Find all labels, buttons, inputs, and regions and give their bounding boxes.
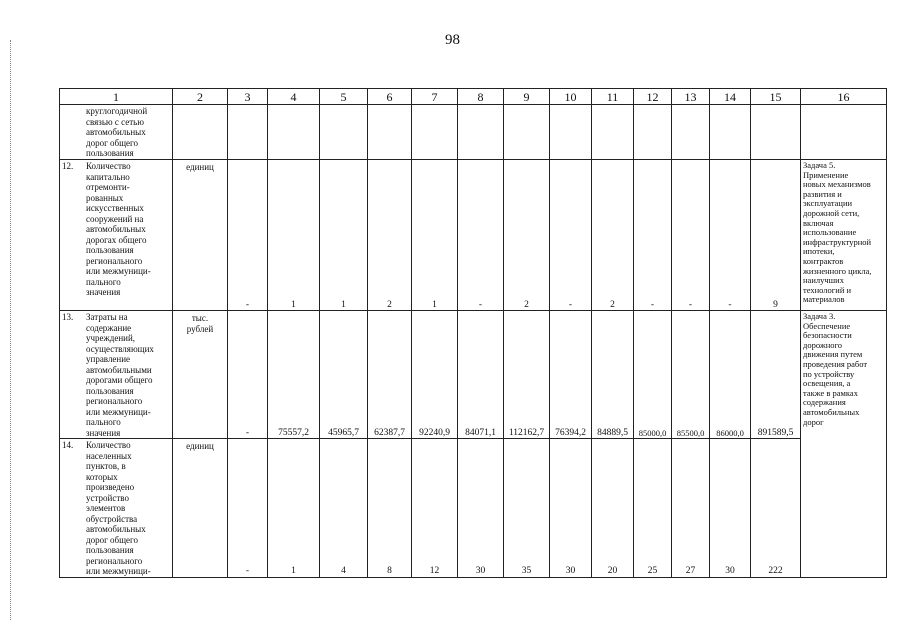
note-line: автомобильных [803,406,860,417]
indicator-line: Количество [86,440,131,450]
value-cell: - [228,160,268,311]
value-cell: - [634,160,672,311]
header-cell: 4 [268,89,320,105]
indicator-line: пользования [86,385,134,396]
indicator-line: отремонти- [86,182,130,192]
header-cell: 6 [368,89,412,105]
table-row-14 [60,439,887,578]
note-line: движения путем [803,349,863,360]
value-cell: 45965,7 [320,311,368,439]
row-number: 12. [62,161,74,171]
value-cell: 2 [368,160,412,311]
value-cell: - [228,311,268,439]
table-row-12 [60,160,887,311]
value-cell: 1 [412,160,458,311]
note-line: Задача 3. [803,311,836,321]
note-line: дорожной сети, [803,207,860,218]
indicator-line: искусственных [86,203,144,213]
indicator-line: пользования [86,245,134,255]
indicator-name-cell [60,439,173,578]
note-line: дорожного [803,339,843,350]
value-cell: 8 [368,439,412,578]
value-cell: 20 [592,439,634,578]
indicator-line: автомобильных [86,127,146,137]
table-row-continuation [60,105,887,160]
indicator-line: осуществляющих [86,343,154,354]
value-cell: 92240,9 [412,311,458,439]
indicator-line: элементов [86,503,126,513]
value-cell: - [228,439,268,578]
indicator-line: обустройства [86,513,138,524]
value-cell: 1 [320,160,368,311]
header-cell: 9 [504,89,550,105]
indicator-line: капитально [86,171,130,182]
header-cell: 2 [173,89,228,105]
value-cell: 30 [458,439,504,578]
task-note-cell [801,160,887,311]
note-line: ипотеки, [803,246,835,257]
header-cell: 16 [801,89,887,105]
indicator-line: связью с сетью [86,116,145,127]
value-cell: 30 [710,439,751,578]
indicator-name-cell [60,311,173,439]
note-line: жизненного цикла, [803,265,872,276]
unit-cell: единиц [173,439,228,578]
value-cell: - [458,160,504,311]
note-line: Обеспечение [803,320,851,331]
header-cell: 7 [412,89,458,105]
indicator-line: произведено [86,482,135,492]
value-cell: 62387,7 [368,311,412,439]
header-cell: 5 [320,89,368,105]
row-number: 14. [62,440,74,450]
note-line: также в рамках [803,387,858,398]
note-line: наилучших [803,275,844,286]
row-number: 13. [62,312,74,322]
value-cell: - [672,160,710,311]
indicator-line: дорог общего [86,137,138,148]
value-cell: 76394,2 [550,311,592,439]
indicator-line: сооружений на [86,213,144,224]
indicator-line: регионального [86,396,143,406]
header-cell: 10 [550,89,592,105]
indicator-line: регионального [86,555,143,566]
note-line: эксплуатации [803,198,853,209]
note-line: содержания [803,397,846,408]
note-line: контрактов [803,255,844,266]
note-line: включая [803,217,834,228]
value-cell: 222 [751,439,801,578]
indicator-line: содержание [86,322,132,333]
value-cell: 112162,7 [504,311,550,439]
note-line: Применение [803,169,849,180]
value-cell: - [710,160,751,311]
indicator-line: устройство [86,492,129,503]
header-cell: 11 [592,89,634,105]
indicator-line: пользования [86,148,134,158]
indicator-line: пального [86,276,121,287]
value-cell: 25 [634,439,672,578]
indicator-line: значения [86,287,121,297]
header-cell: 13 [672,89,710,105]
header-cell: 15 [751,89,801,105]
note-line: безопасности [803,330,852,341]
unit-cell: единиц [173,160,228,311]
header-cell: 1 [60,89,173,105]
indicator-line: дорогах общего [86,234,147,245]
indicator-line: Количество [86,161,131,171]
note-line: новых механизмов [803,179,871,190]
indicator-line: или межмуници- [86,266,151,276]
indicator-line: круглогодичной [86,106,148,116]
indicator-line: или межмуници- [86,406,151,417]
value-cell: 27 [672,439,710,578]
indicator-line: регионального [86,255,143,266]
note-line: проведения работ [803,358,868,369]
note-line: Задача 5. [803,160,836,170]
indicator-line: управление [86,354,131,364]
value-cell: 85500,0 [672,311,710,439]
indicator-line: дорогами общего [86,375,153,385]
value-cell: 9 [751,160,801,311]
value-cell: 85000,0 [634,311,672,439]
value-cell: 12 [412,439,458,578]
indicator-line: автомобильных [86,224,146,234]
value-cell: 35 [504,439,550,578]
value-cell: 1 [268,160,320,311]
page-number: 98 [445,32,460,48]
value-cell: 4 [320,439,368,578]
indicator-line: Затраты на [86,312,128,322]
indicator-name-cell [60,105,173,160]
table-header-row [60,89,887,105]
note-line: дорог [803,416,824,427]
value-cell: 1 [268,439,320,578]
note-line: по устройству [803,368,855,379]
indicators-table [59,88,887,578]
value-cell: 30 [550,439,592,578]
indicator-line: автомобильными [86,364,152,375]
header-cell: 8 [458,89,504,105]
value-cell: 891589,5 [751,311,801,439]
indicator-line: населенных [86,450,132,461]
value-cell: 86000,0 [710,311,751,439]
task-note-cell [801,311,887,578]
value-cell: 2 [592,160,634,311]
note-line: развития и [803,188,842,199]
note-line: технологий и [803,284,852,295]
indicator-name-cell [60,160,173,311]
margin-dotted-line [10,40,11,620]
note-line: освещения, а [803,378,851,389]
value-cell: 2 [504,160,550,311]
indicator-line: рованных [86,192,124,203]
indicator-line: автомобильных [86,524,146,534]
indicator-line: пального [86,417,121,427]
indicator-line: или межмуници- [86,566,151,576]
indicator-line: дорог общего [86,534,138,545]
header-cell: 14 [710,89,751,105]
note-line: использование [803,227,857,238]
indicator-line: пользования [86,545,134,555]
value-cell: 75557,2 [268,311,320,439]
header-cell: 3 [228,89,268,105]
value-cell: 84071,1 [458,311,504,439]
indicator-line: значения [86,427,121,438]
note-line: инфраструктурной [803,236,872,247]
indicator-line: которых [86,471,118,482]
indicator-line: пунктов, в [86,461,126,471]
indicator-line: учреждений, [86,333,136,343]
header-cell: 12 [634,89,672,105]
note-line: материалов [803,294,845,305]
unit-cell: тыс. рублей [173,311,228,439]
value-cell: - [550,160,592,311]
table-row-13 [60,311,887,439]
value-cell: 84889,5 [592,311,634,439]
